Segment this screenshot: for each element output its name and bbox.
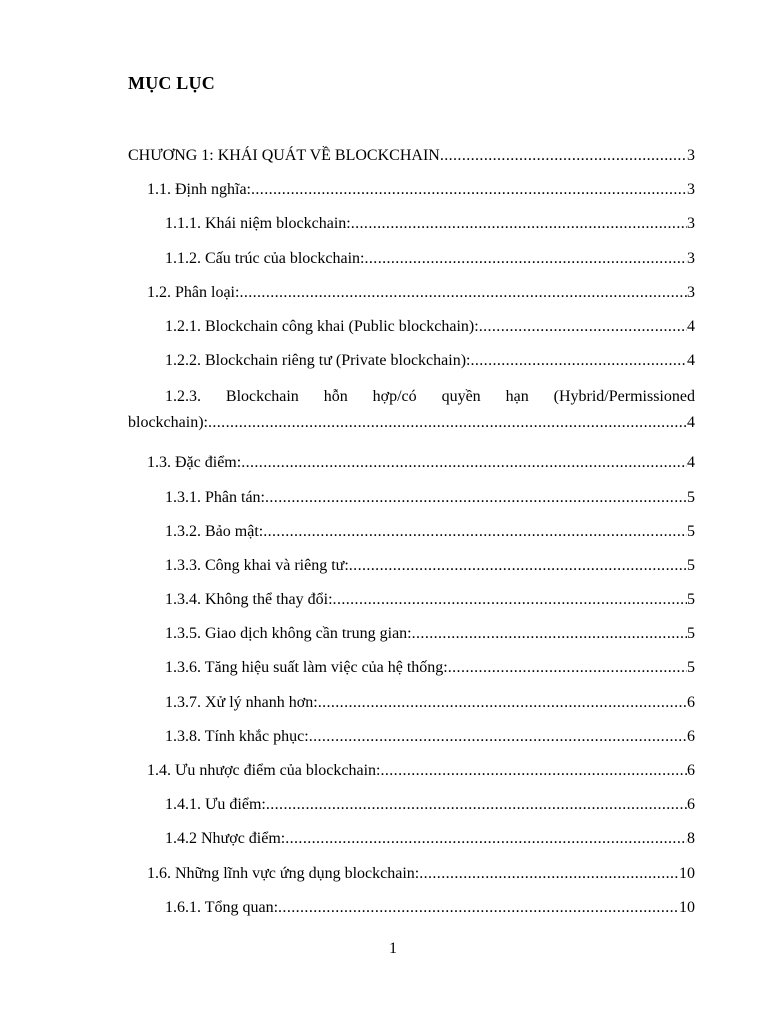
page-number: 1 [389, 940, 397, 957]
toc-leader-dots [412, 624, 687, 644]
toc-entry-text-line2: blockchain): [128, 414, 208, 432]
toc-entry[interactable] [128, 214, 695, 248]
toc-entry[interactable] [128, 317, 695, 351]
toc-leader-dots [470, 351, 687, 371]
toc-page-number: 3 [687, 283, 695, 301]
toc-leader-dots [351, 214, 687, 234]
toc-word: hạn [505, 388, 529, 406]
toc-page-number: 4 [687, 352, 695, 370]
toc-entry-text: 1.3.2. Bảo mật: [165, 522, 264, 540]
toc-word: hợp/có [372, 388, 417, 406]
toc-entry[interactable] [128, 249, 695, 283]
toc-entry-text: 1.3.1. Phân tán: [165, 488, 265, 506]
toc-entry-text: 1.6.1. Tổng quan: [165, 898, 279, 916]
toc-entry-text: 1.2. Phân loại: [147, 283, 240, 301]
toc-word: (Hybrid/Permissioned [553, 388, 695, 406]
toc-entry[interactable] [128, 829, 695, 863]
toc-leader-dots [349, 556, 687, 576]
toc-leader-dots [263, 522, 687, 542]
toc-entry-text: 1.3. Đặc điểm: [147, 454, 242, 472]
toc-page-number: 3 [687, 249, 695, 267]
toc-word: 1.2.3. [165, 388, 201, 406]
toc-entry-text: CHƯƠNG 1: KHÁI QUÁT VỀ BLOCKCHAIN [128, 147, 440, 164]
toc-leader-dots [380, 761, 687, 781]
toc-entry[interactable] [128, 727, 695, 761]
toc-leader-dots [278, 898, 679, 918]
toc-leader-dots [208, 411, 687, 435]
toc-leader-dots [365, 249, 688, 269]
toc-entry-text: 1.4.1. Ưu điểm: [165, 796, 266, 814]
toc-page-number: 5 [687, 522, 695, 540]
toc-entry-text: 1.1.1. Khái niệm blockchain: [165, 215, 351, 233]
toc-page-number: 8 [687, 830, 695, 848]
toc-word: hỗn [323, 388, 348, 406]
toc-leader-dots [440, 146, 687, 166]
toc-page-number: 5 [687, 659, 695, 677]
toc-leader-dots [333, 590, 687, 610]
toc-entry[interactable] [128, 624, 695, 658]
toc-leader-dots [419, 864, 679, 884]
toc-entry-text-line1 [128, 385, 695, 411]
toc-entry-text: 1.3.7. Xử lý nhanh hơn: [165, 693, 318, 711]
toc-leader-dots [309, 727, 687, 747]
toc-entry-text: 1.3.3. Công khai và riêng tư: [165, 556, 349, 574]
toc-entry-text: 1.2.2. Blockchain riêng tư (Private blockchain): [165, 352, 471, 370]
toc-entry[interactable] [128, 556, 695, 590]
toc-leader-dots [241, 453, 687, 473]
toc-word: quyền [441, 388, 481, 406]
toc-page-number: 10 [679, 864, 695, 882]
toc-page-number: 4 [687, 317, 695, 335]
toc-entry[interactable] [128, 590, 695, 624]
toc-page-number: 6 [687, 727, 695, 745]
toc-entry[interactable] [128, 761, 695, 795]
toc-page-number: 3 [687, 215, 695, 233]
toc-entry[interactable] [128, 522, 695, 556]
toc-entry[interactable] [128, 180, 695, 214]
toc-entry[interactable] [128, 385, 695, 453]
toc-entry[interactable] [128, 146, 695, 180]
toc-page-number: 6 [687, 762, 695, 779]
toc-page-number: 3 [687, 181, 695, 199]
toc-leader-dots [318, 693, 687, 713]
toc-page-number: 6 [687, 693, 695, 711]
toc-leader-dots [265, 488, 687, 508]
toc-page-number: 5 [687, 556, 695, 574]
toc-entry[interactable] [128, 898, 695, 932]
toc-leader-dots [479, 317, 687, 337]
toc-leader-dots [251, 180, 687, 200]
toc-page-number: 5 [687, 591, 695, 609]
toc-entry[interactable] [128, 864, 695, 898]
toc-entry[interactable] [128, 795, 695, 829]
toc-entry[interactable] [128, 351, 695, 385]
toc-entry[interactable] [128, 693, 695, 727]
toc-page-number: 3 [687, 147, 695, 164]
table-of-contents [128, 146, 695, 932]
page-title: MỤC LỤC [128, 73, 215, 93]
toc-entry[interactable] [128, 488, 695, 522]
toc-page-number: 5 [687, 625, 695, 643]
toc-entry-text: 1.1. Định nghĩa: [147, 181, 251, 199]
toc-page-number: 5 [687, 488, 695, 506]
toc-entry-text: 1.1.2. Cấu trúc của blockchain: [165, 249, 365, 267]
toc-entry-text: 1.4. Ưu nhược điểm của blockchain: [147, 762, 381, 779]
toc-entry-text: 1.6. Những lĩnh vực ứng dụng blockchain: [147, 864, 420, 882]
toc-page-number: 6 [687, 796, 695, 814]
toc-entry-text: 1.2.1. Blockchain công khai (Public blockchain): [165, 317, 479, 335]
toc-page-number: 10 [679, 898, 695, 916]
toc-entry-text: 1.3.8. Tính khắc phục: [165, 727, 309, 745]
toc-entry-text: 1.3.4. Không thể thay đổi: [165, 591, 333, 609]
toc-leader-dots [266, 795, 687, 815]
toc-entry-text: 1.3.6. Tăng hiệu suất làm việc của hệ thống: [165, 659, 448, 677]
toc-entry-text: 1.4.2 Nhược điểm: [165, 830, 286, 848]
toc-page-number: 4 [687, 454, 695, 472]
toc-entry[interactable] [128, 658, 695, 692]
toc-leader-dots [285, 829, 687, 849]
toc-leader-dots [448, 658, 687, 678]
toc-entry[interactable] [128, 283, 695, 317]
toc-leader-dots [239, 283, 687, 303]
toc-entry[interactable] [128, 453, 695, 487]
toc-page-number: 4 [687, 414, 695, 432]
toc-entry-text: 1.3.5. Giao dịch không cần trung gian: [165, 625, 412, 643]
toc-word: Blockchain [225, 388, 299, 406]
